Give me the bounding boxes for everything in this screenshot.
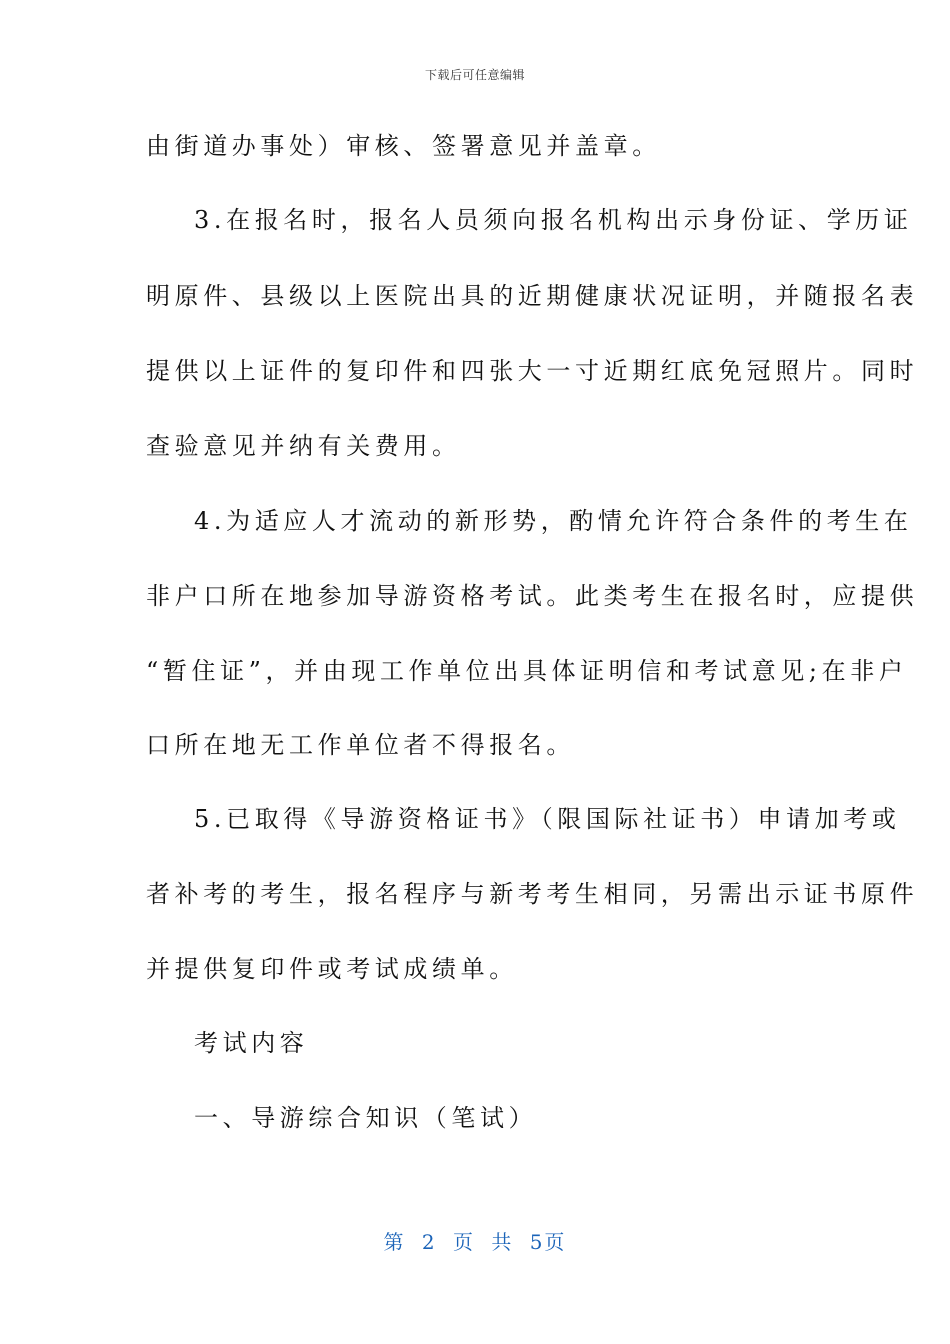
paragraph-4-line-3: “暂住证”，并由现工作单位出具体证明信和考试意见;在非户 (146, 657, 908, 685)
paragraph-5-line-1: 5.已取得《导游资格证书》（限国际社证书）申请加考或 (194, 805, 901, 833)
paragraph-4-line-4: 口所在地无工作单位者不得报名。 (146, 731, 575, 759)
paragraph-5-line-2: 者补考的考生，报名程序与新考考生相同，另需出示证书原件 (146, 880, 919, 908)
paragraph-4-line-2: 非户口所在地参加导游资格考试。此类考生在报名时，应提供 (146, 582, 919, 610)
text-line: 由街道办事处）审核、签署意见并盖章。 (146, 132, 661, 160)
page-number: 第 2 页 共 5页 (383, 1230, 567, 1254)
page-header: 下载后可任意编辑 (424, 68, 525, 82)
paragraph-3-line-4: 查验意见并纳有关费用。 (146, 432, 461, 460)
section-heading: 考试内容 (194, 1029, 309, 1057)
paragraph-3-line-2: 明原件、县级以上医院出具的近期健康状况证明，并随报名表 (146, 282, 919, 310)
subsection-heading: 一、导游综合知识（笔试） (194, 1104, 538, 1132)
paragraph-3-line-1: 3.在报名时，报名人员须向报名机构出示身份证、学历证 (194, 206, 913, 234)
paragraph-3-line-3: 提供以上证件的复印件和四张大一寸近期红底免冠照片。同时 (146, 357, 919, 385)
paragraph-5-line-3: 并提供复印件或考试成绩单。 (146, 955, 518, 983)
paragraph-4-line-1: 4.为适应人才流动的新形势，酌情允许符合条件的考生在 (194, 507, 913, 535)
